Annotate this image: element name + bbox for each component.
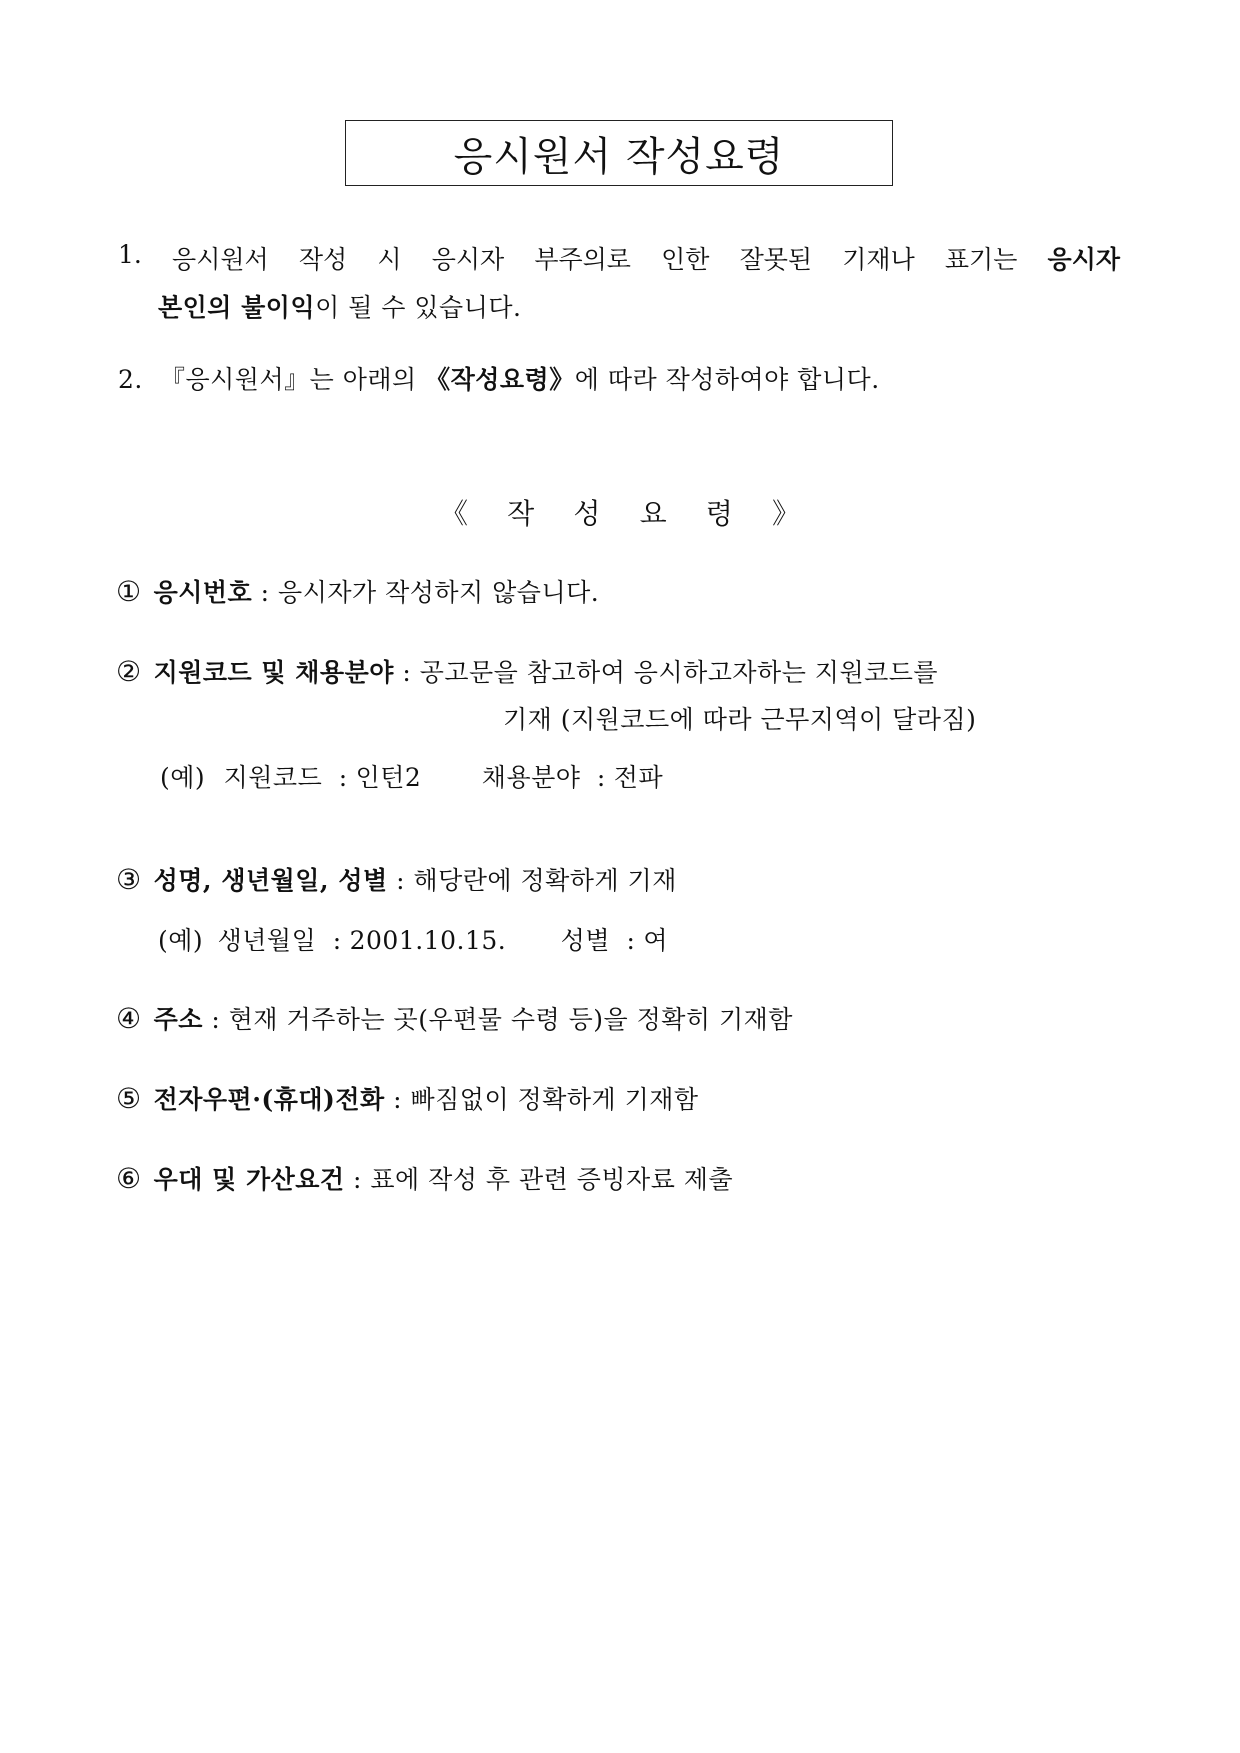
- example-field-value: 2001.10.15.: [349, 926, 507, 955]
- notice-text: 『응시원서』는 아래의: [160, 365, 426, 394]
- circled-number-3-icon: ③: [116, 863, 142, 896]
- item-5: [116, 1080, 699, 1116]
- item-label: 우대 및 가산요건: [153, 1165, 345, 1194]
- colon: :: [338, 763, 348, 792]
- notice-text: 에 따라 작성하여야 합니다.: [574, 365, 880, 394]
- item-text: 응시자가 작성하지 않습니다.: [278, 578, 600, 607]
- word: 작성: [298, 245, 348, 274]
- notice-number: 1.: [118, 240, 142, 269]
- section-heading: [440, 492, 800, 532]
- example-field-value: 전파: [613, 763, 664, 792]
- document-title: 응시원서 작성요령: [345, 120, 893, 186]
- circled-number-5-icon: ⑤: [116, 1082, 142, 1115]
- colon: :: [626, 926, 636, 955]
- word: 인한: [661, 245, 710, 274]
- heading-char: 령: [705, 497, 733, 530]
- notice-2: [118, 360, 880, 396]
- separator: :: [252, 578, 279, 607]
- item-text: 표에 작성 후 관련 증빙자료 제출: [370, 1165, 734, 1194]
- item-text: 해당란에 정확하게 기재: [413, 866, 677, 895]
- example-prefix: (예): [160, 763, 206, 792]
- item-label: 응시번호: [153, 578, 253, 607]
- word: 잘못된: [739, 245, 813, 274]
- word: 표기는: [944, 245, 1018, 274]
- item-4: [116, 1000, 793, 1036]
- word: 부주의로: [534, 245, 631, 274]
- item-label: 전자우편·(휴대)전화: [153, 1085, 385, 1114]
- circled-number-6-icon: ⑥: [116, 1162, 142, 1195]
- circled-number-2-icon: ②: [116, 655, 142, 688]
- colon: :: [332, 926, 342, 955]
- circled-number-4-icon: ④: [116, 1002, 142, 1035]
- item-2: [116, 653, 938, 689]
- emphasis-text: 《작성요령》: [425, 365, 575, 394]
- example-field-value: 여: [643, 926, 669, 955]
- heading-char: 작: [507, 497, 535, 530]
- item-3-example: [158, 921, 668, 957]
- item-6: [116, 1160, 733, 1196]
- notice-1-line-2: [158, 288, 521, 324]
- notice-text: 이 될 수 있습니다.: [315, 293, 522, 322]
- emphasis-text: 응시자: [1047, 245, 1120, 274]
- word: 기재나: [842, 245, 915, 274]
- item-label: 성명, 생년월일, 성별: [153, 866, 388, 895]
- item-label: 주소: [153, 1005, 203, 1034]
- example-field-label: 성별: [560, 926, 610, 955]
- example-prefix: (예): [158, 926, 204, 955]
- heading-char: 요: [639, 497, 667, 530]
- item-text: 현재 거주하는 곳(우편물 수령 등)을 정확히 기재함: [228, 1005, 793, 1034]
- item-2-continuation: 기재 (지원코드에 따라 근무지역이 달라짐): [503, 705, 977, 734]
- separator: :: [202, 1005, 229, 1034]
- word: 시: [377, 245, 402, 274]
- bracket-open: 《: [440, 497, 469, 530]
- emphasis-text: 본인의 불이익: [158, 293, 316, 322]
- item-3: [116, 861, 677, 897]
- item-2-example: [160, 758, 663, 794]
- separator: :: [384, 1085, 411, 1114]
- example-field-value: 인턴2: [355, 763, 422, 792]
- example-field-label: 채용분야: [481, 763, 581, 792]
- word: 응시원서: [172, 245, 269, 274]
- example-field-label: 지원코드: [223, 763, 323, 792]
- example-field-label: 생년월일: [217, 926, 317, 955]
- item-text: 빠짐없이 정확하게 기재함: [410, 1085, 699, 1114]
- item-label: 지원코드 및 채용분야: [153, 658, 394, 687]
- word: 응시자: [431, 245, 505, 274]
- bracket-close: 》: [771, 497, 800, 530]
- circled-number-1-icon: ①: [116, 575, 142, 608]
- separator: :: [387, 866, 414, 895]
- colon: :: [596, 763, 606, 792]
- separator: :: [344, 1165, 371, 1194]
- notice-number: 2.: [118, 365, 143, 394]
- separator: :: [393, 658, 420, 687]
- item-text: 공고문을 참고하여 응시하고자하는 지원코드를: [419, 658, 939, 687]
- item-1: [116, 573, 599, 609]
- notice-1-line-1: [118, 240, 1120, 276]
- heading-char: 성: [573, 497, 601, 530]
